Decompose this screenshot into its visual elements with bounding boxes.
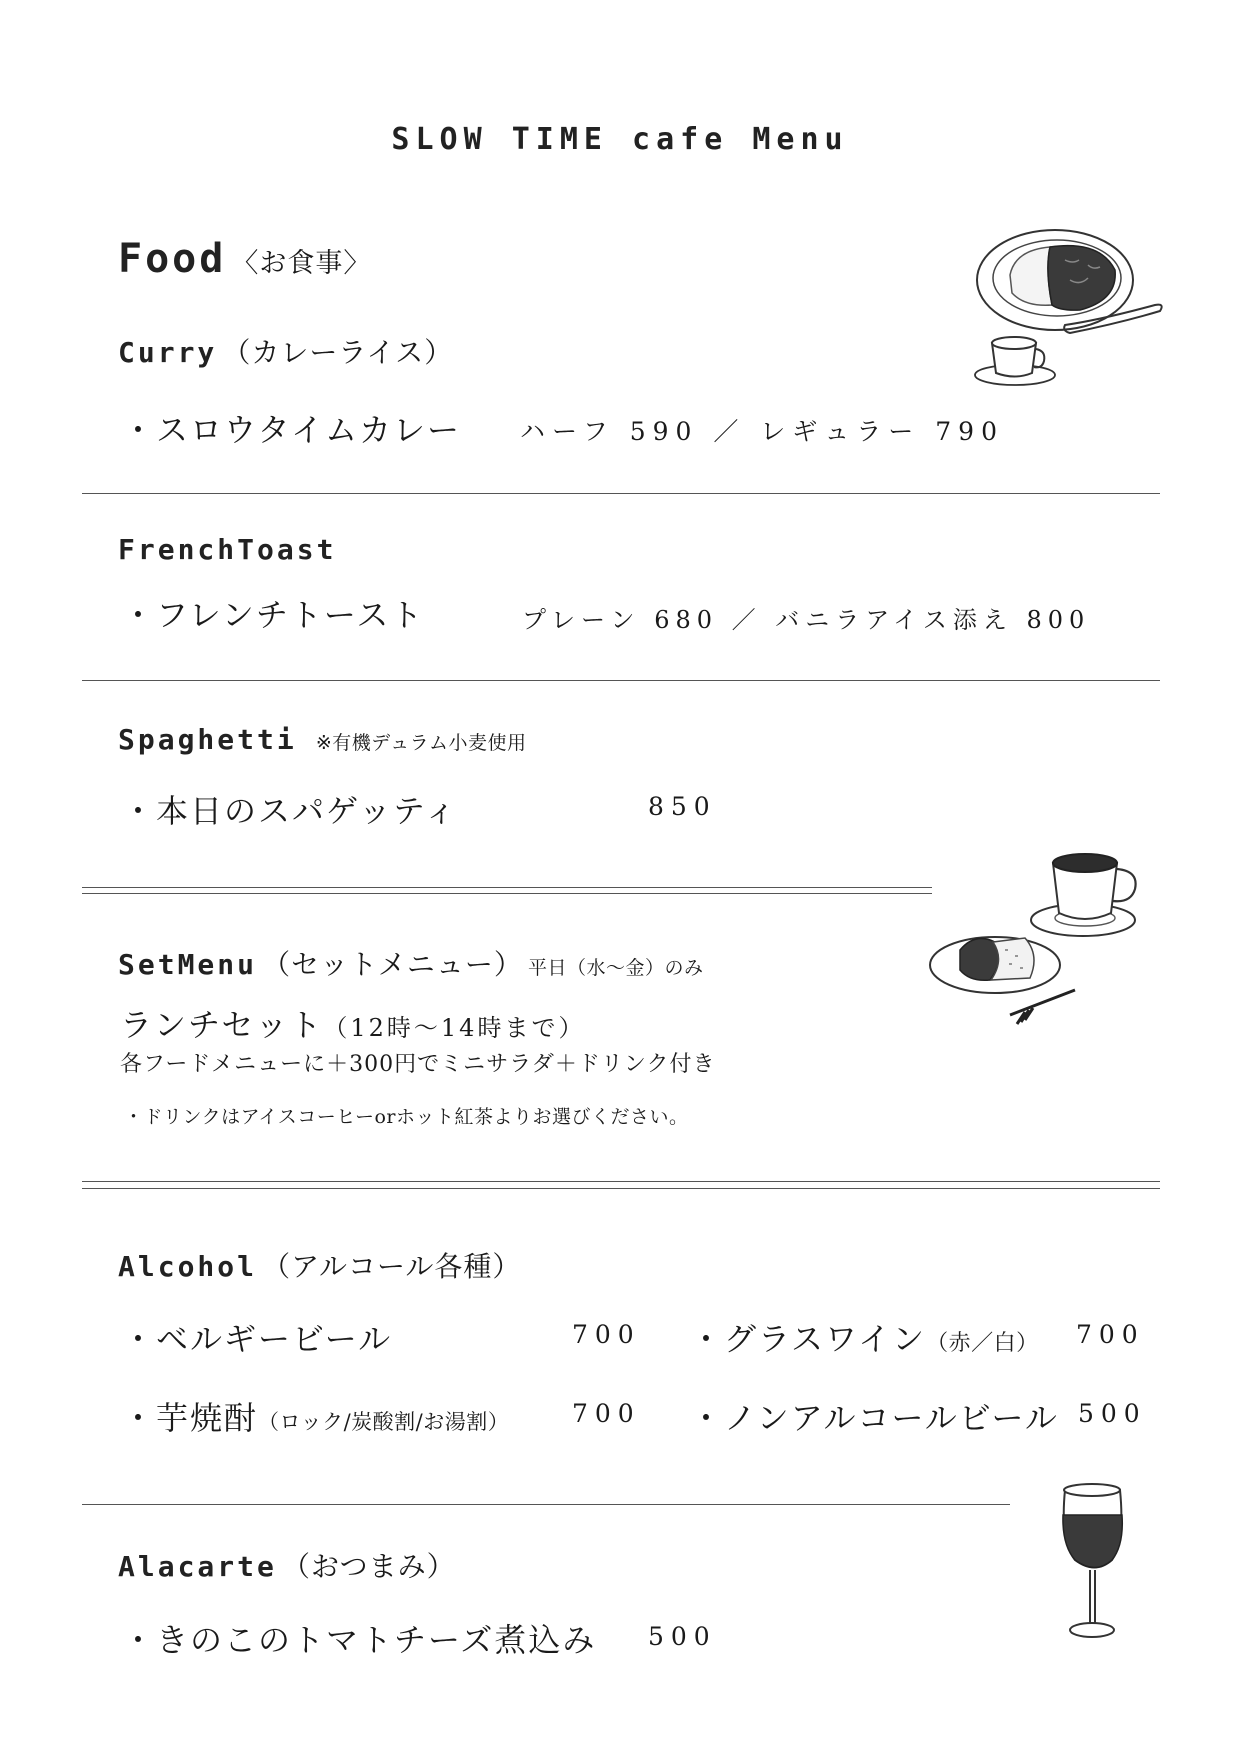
- alcohol-price: 700: [572, 1399, 641, 1428]
- set-menu-heading: [118, 943, 703, 983]
- lunch-set-label: ランチセット: [120, 1006, 324, 1044]
- alacarte-heading: [118, 1545, 456, 1585]
- food-heading-en: Food: [118, 236, 227, 282]
- spaghetti-heading: [118, 723, 526, 756]
- alcohol-item: ・ベルギービール: [122, 1320, 393, 1358]
- lunch-set: [120, 1000, 585, 1046]
- curry-plate-icon: [970, 225, 1170, 405]
- curry-heading-en: Curry: [118, 336, 218, 369]
- alcohol-heading-en: Alcohol: [118, 1250, 258, 1283]
- lunch-set-hours: （12時～14時まで）: [323, 1014, 586, 1042]
- spaghetti-heading-en: Spaghetti: [118, 723, 297, 756]
- wine-glass-icon: [1050, 1480, 1140, 1650]
- spaghetti-note: ※有機デュラム小麦使用: [315, 732, 527, 754]
- alcohol-item: ・ノンアルコールビール: [690, 1399, 1059, 1437]
- alacarte-price: 500: [648, 1622, 717, 1651]
- french-toast-heading-en: FrenchToast: [118, 533, 337, 566]
- alcohol-price: 700: [1076, 1320, 1145, 1349]
- alacarte-heading-jp: （おつまみ）: [281, 1550, 456, 1583]
- spaghetti-item: ・本日のスパゲッティ: [122, 792, 459, 830]
- double-divider-top: [82, 1181, 1160, 1182]
- curry-heading-jp: （カレーライス）: [222, 336, 454, 369]
- alcohol-heading: [118, 1245, 521, 1285]
- double-divider-top: [82, 887, 932, 888]
- curry-price: ハーフ 590 ／ レギュラー 790: [520, 417, 1004, 446]
- divider: [82, 493, 1160, 494]
- set-menu-heading-en: SetMenu: [118, 948, 258, 981]
- food-heading: [118, 236, 371, 282]
- set-menu-description: 各フードメニューに＋300円でミニサラダ＋ドリンク付き: [120, 1052, 716, 1077]
- food-heading-jp: 〈お食事〉: [231, 248, 372, 279]
- alacarte-heading-en: Alacarte: [118, 1550, 277, 1583]
- alcohol-item: ・芋焼酎（ロック/炭酸割/お湯割）: [122, 1399, 510, 1437]
- alcohol-item: ・グラスワイン（赤／白）: [690, 1320, 1039, 1358]
- french-toast-item: ・フレンチトースト: [122, 596, 425, 634]
- set-menu-heading-jp: （セットメニュー）: [262, 948, 523, 981]
- curry-item: ・スロウタイムカレー: [122, 411, 462, 449]
- page-title: SLOW TIME cafe Menu: [391, 122, 849, 157]
- alacarte-item: ・きのこのトマトチーズ煮込み: [122, 1621, 597, 1659]
- alcohol-price: 500: [1078, 1399, 1147, 1428]
- divider: [82, 680, 1160, 681]
- spaghetti-price: 850: [648, 792, 717, 821]
- french-toast-heading: [118, 533, 336, 566]
- double-divider-bottom: [82, 893, 932, 894]
- divider: [82, 1504, 1010, 1505]
- set-menu-days: 平日（水～金）のみ: [527, 957, 704, 979]
- set-menu-drink-note: ・ドリンクはアイスコーヒーorホット紅茶よりお選びください。: [124, 1106, 689, 1128]
- alcohol-heading-jp: （アルコール各種）: [262, 1250, 522, 1283]
- alcohol-price: 700: [572, 1320, 641, 1349]
- double-divider-bottom: [82, 1188, 1160, 1189]
- curry-heading: [118, 331, 453, 371]
- french-toast-price: プレーン 680 ／ バニラアイス添え 800: [522, 606, 1091, 634]
- toast-plate-icon: [925, 920, 1095, 1040]
